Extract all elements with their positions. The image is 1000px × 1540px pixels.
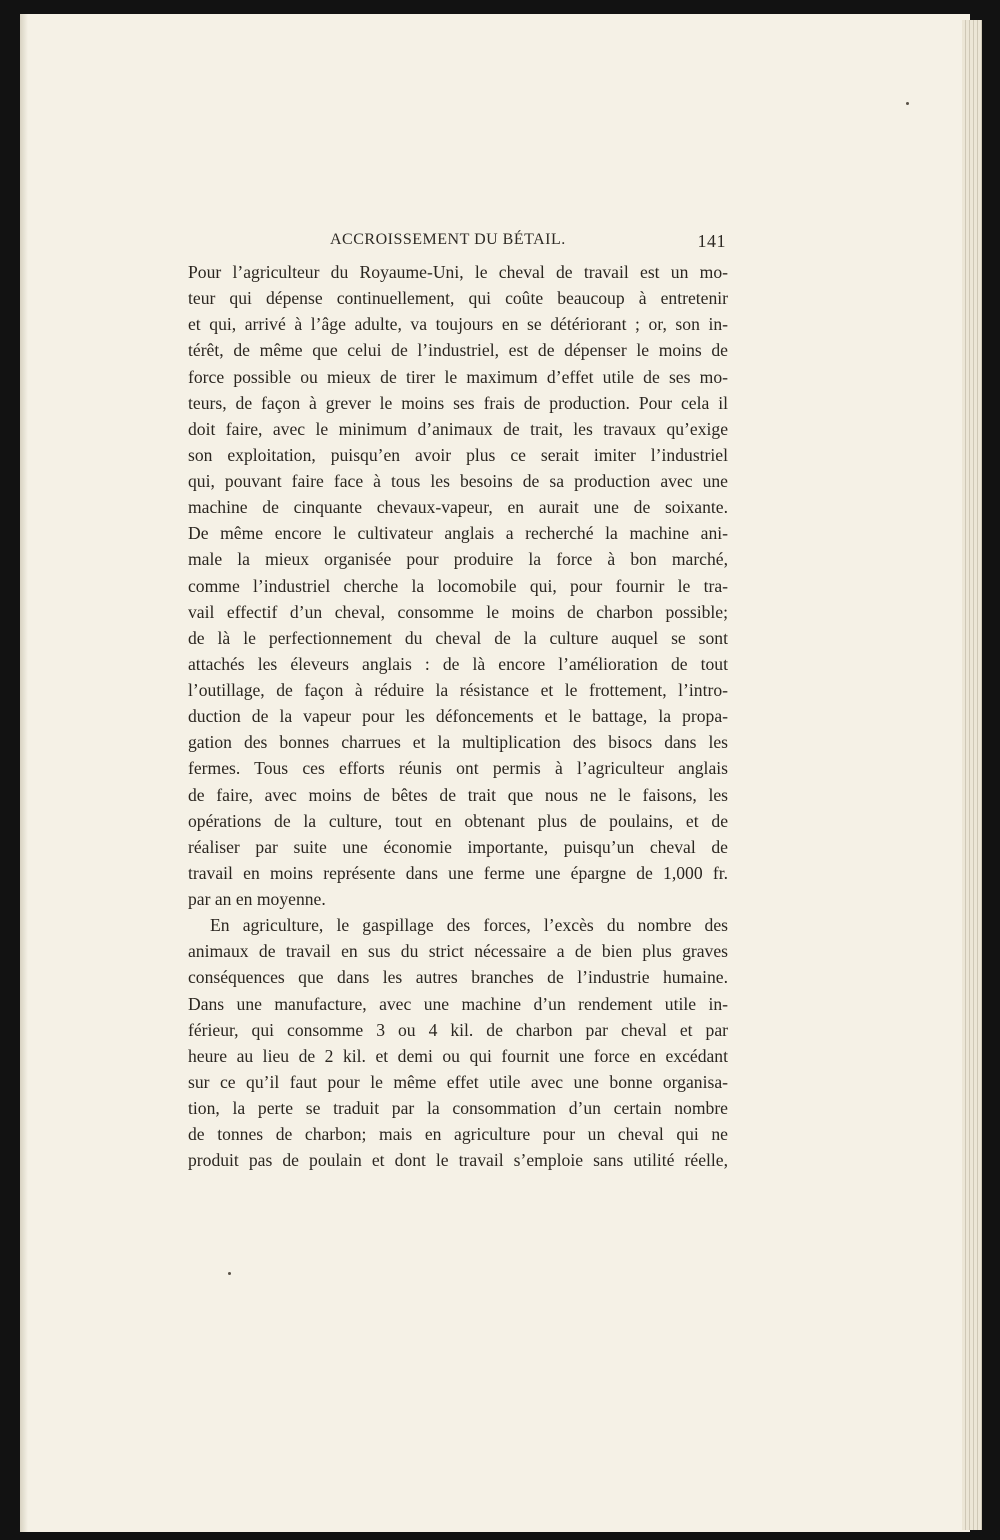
running-title: ACCROISSEMENT DU BÉTAIL. xyxy=(330,231,566,248)
text-line: opérations de la culture, tout en obtenant plus de poulains, et de xyxy=(188,810,728,831)
text-line: sur ce qu’il faut pour le même effet utile avec une bonne organisa- xyxy=(188,1071,728,1092)
text-line: teurs, de façon à grever le moins ses frais de production. Pour cela il xyxy=(188,392,728,413)
text-line: férieur, qui consomme 3 ou 4 kil. de charbon par cheval et par xyxy=(188,1019,728,1040)
text-line: de faire, avec moins de bêtes de trait que nous ne le faisons, les xyxy=(188,784,728,805)
text-line: tion, la perte se traduit par la consommation d’un certain nombre xyxy=(188,1098,728,1118)
body-text xyxy=(188,259,728,1173)
text-line: l’outillage, de façon à réduire la résistance et le frottement, l’intro- xyxy=(188,680,728,700)
text-line: et qui, arrivé à l’âge adulte, va toujours en se détériorant ; or, son in- xyxy=(188,314,728,335)
page-edges xyxy=(962,20,982,1530)
text-line: comme l’industriel cherche la locomobile qui, pour fournir le tra- xyxy=(188,575,728,596)
text-line: de tonnes de charbon; mais en agriculture pour un cheval qui ne xyxy=(188,1124,728,1145)
text-line: teur qui dépense continuellement, qui coûte beaucoup à entretenir xyxy=(188,288,728,309)
page-header xyxy=(188,231,728,257)
text-line: de là le perfectionnement du cheval de la culture auquel se sont xyxy=(188,627,728,648)
page-number: 141 xyxy=(697,231,726,251)
paper-speck xyxy=(228,1272,231,1275)
text-line: vail effectif d’un cheval, consomme le moins de charbon possible; xyxy=(188,601,728,622)
text-line: machine de cinquante chevaux-vapeur, en aurait une de soixante. xyxy=(188,497,728,518)
text-line: attachés les éleveurs anglais : de là encore l’amélioration de tout xyxy=(188,653,728,674)
text-line: force possible ou mieux de tirer le maximum d’effet utile de ses mo- xyxy=(188,366,728,387)
text-line: En agriculture, le gaspillage des forces, l’excès du nombre des xyxy=(210,915,728,936)
text-line: gation des bonnes charrues et la multiplication des bisocs dans les xyxy=(188,732,728,753)
text-line: duction de la vapeur pour les défoncements et le battage, la propa- xyxy=(188,706,728,727)
text-line: réaliser par suite une économie importante, puisqu’un cheval de xyxy=(188,836,728,857)
page-gutter-shadow xyxy=(20,14,28,1532)
text-line: male la mieux organisée pour produire la force à bon marché, xyxy=(188,549,728,570)
text-line: travail en moins représente dans une ferme une épargne de 1,000 fr. xyxy=(188,862,728,883)
paper-speck xyxy=(906,102,909,105)
text-line: son exploitation, puisqu’en avoir plus ce serait imiter l’industriel xyxy=(188,444,728,465)
text-line: par an en moyenne. xyxy=(188,889,326,909)
text-line: conséquences que dans les autres branches de l’industrie humaine. xyxy=(188,967,728,988)
text-line: térêt, de même que celui de l’industriel, est de dépenser le moins de xyxy=(188,340,728,361)
text-line: animaux de travail en sus du strict nécessaire a de bien plus graves xyxy=(188,941,728,962)
text-line: Pour l’agriculteur du Royaume-Uni, le cheval de travail est un mo- xyxy=(188,262,728,282)
text-line: doit faire, avec le minimum d’animaux de trait, les travaux qu’exige xyxy=(188,418,728,439)
text-line: qui, pouvant faire face à tous les besoins de sa production avec une xyxy=(188,471,728,491)
text-line: produit pas de poulain et dont le travail s’emploie sans utilité réelle, xyxy=(188,1150,728,1171)
text-line: De même encore le cultivateur anglais a recherché la machine ani- xyxy=(188,523,728,544)
text-line: heure au lieu de 2 kil. et demi ou qui fournit une force en excédant xyxy=(188,1045,728,1066)
text-line: fermes. Tous ces efforts réunis ont permis à l’agriculteur anglais xyxy=(188,758,728,779)
text-line: Dans une manufacture, avec une machine d’un rendement utile in- xyxy=(188,993,728,1014)
